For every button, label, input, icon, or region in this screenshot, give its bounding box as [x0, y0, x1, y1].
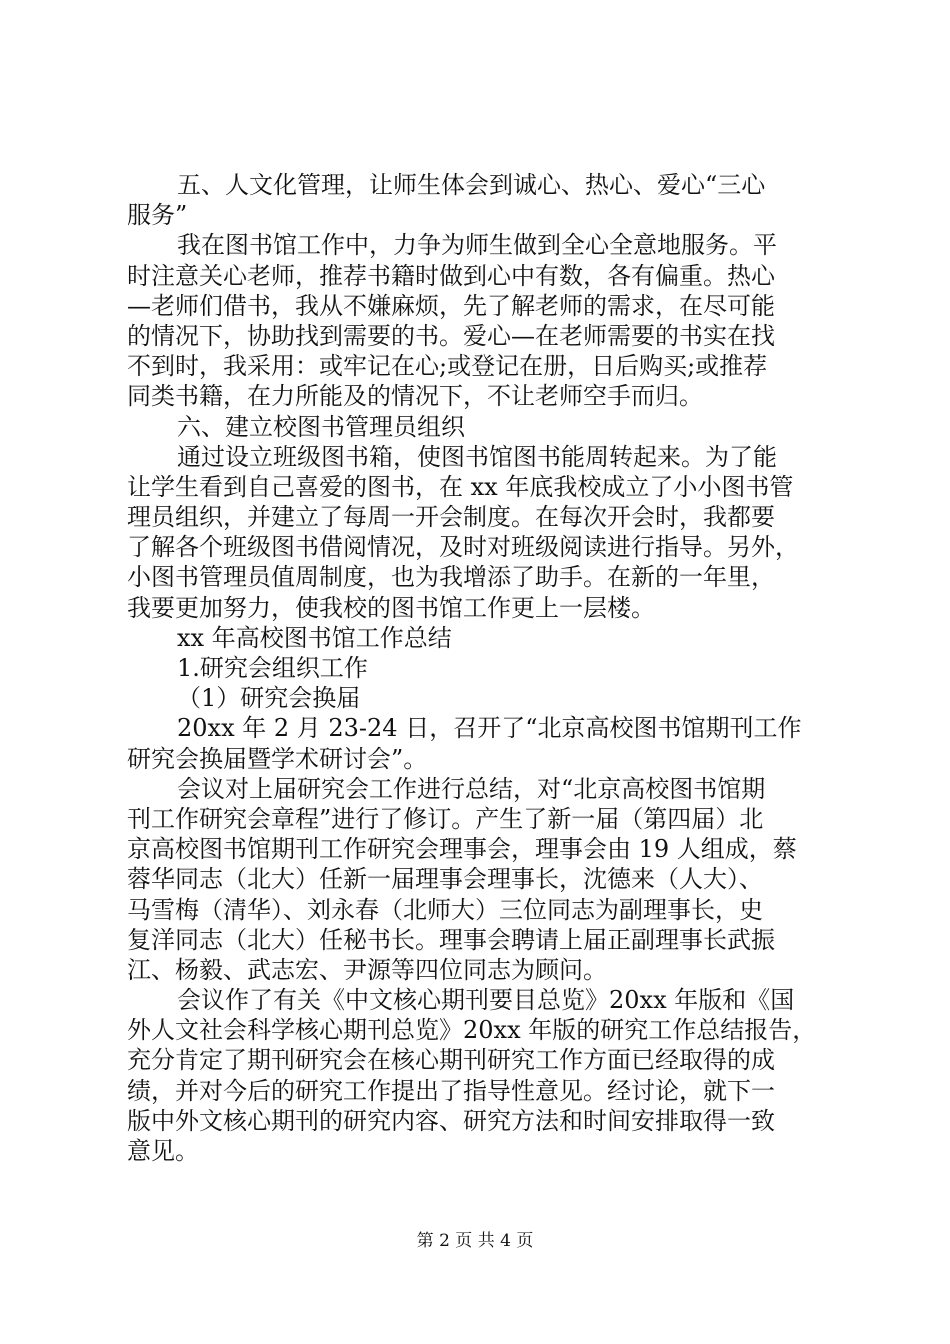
text-line: 复洋同志（北大）任秘书长。理事会聘请上届正副理事长武振 [127, 925, 775, 954]
text-line: 我在图书馆工作中，力争为师生做到全心全意地服务。平 [177, 231, 777, 260]
text-line: 六、建立校图书管理员组织 [177, 412, 465, 441]
text-line: 京高校图书馆期刊工作研究会理事会，理事会由 19 人组成，蔡 [127, 835, 797, 864]
text-line: 江、杨毅、武志宏、尹源等四位同志为顾问。 [127, 955, 607, 984]
text-line: 小图书管理员值周制度，也为我增添了助手。在新的一年里， [127, 563, 775, 592]
text-line: 通过设立班级图书箱，使图书馆图书能周转起来。为了能 [177, 442, 777, 471]
text-line: 研究会换届暨学术研讨会”。 [127, 744, 428, 773]
text-line: 版中外文核心期刊的研究内容、研究方法和时间安排取得一致 [127, 1106, 775, 1135]
text-line: xx 年高校图书馆工作总结 [177, 623, 452, 652]
text-line: 充分肯定了期刊研究会在核心期刊研究工作方面已经取得的成 [127, 1046, 775, 1075]
text-line: 外人文社会科学核心期刊总览》20xx 年版的研究工作总结报告， [127, 1016, 817, 1045]
text-line: 会议作了有关《中文核心期刊要目总览》20xx 年版和《国 [177, 986, 795, 1015]
text-line: 刊工作研究会章程”进行了修订。产生了新一届（第四届）北 [127, 804, 764, 833]
text-line: 不到时，我采用：或牢记在心;或登记在册，日后购买;或推荐 [127, 352, 768, 381]
text-line: 绩，并对今后的研究工作提出了指导性意见。经讨论，就下一 [127, 1076, 775, 1105]
text-line: 时注意关心老师，推荐书籍时做到心中有数，各有偏重。热心 [127, 261, 775, 290]
text-line: 五、人文化管理，让师生体会到诚心、热心、爱心“三心 [177, 171, 766, 199]
text-line: 20xx 年 2 月 23-24 日，召开了“北京高校图书馆期刊工作 [177, 714, 802, 743]
text-line: 理员组织，并建立了每周一开会制度。在每次开会时，我都要 [127, 503, 775, 532]
text-line: 1.研究会组织工作 [177, 654, 368, 682]
text-line: 服务” [127, 201, 188, 230]
text-line: 会议对上届研究会工作进行总结，对“北京高校图书馆期 [177, 774, 766, 803]
text-line: 的情况下，协助找到需要的书。爱心—在老师需要的书实在找 [127, 321, 775, 350]
text-line: 让学生看到自己喜爱的图书，在 xx 年底我校成立了小小图书管 [127, 472, 794, 501]
text-line: —老师们借书，我从不嫌麻烦，先了解老师的需求，在尽可能 [127, 291, 775, 320]
text-line: 蓉华同志（北大）任新一届理事会理事长，沈德来（人大）、 [127, 865, 763, 894]
text-line: 马雪梅（清华）、刘永春（北师大）三位同志为副理事长，史 [127, 895, 763, 924]
text-line: 同类书籍，在力所能及的情况下，不让老师空手而归。 [127, 382, 703, 411]
text-line: 意见。 [127, 1137, 199, 1165]
text-line: 了解各个班级图书借阅情况，及时对班级阅读进行指导。另外， [127, 533, 799, 562]
text-line: （1）研究会换届 [177, 684, 361, 713]
document-body [127, 170, 829, 1166]
text-line: 我要更加努力，使我校的图书馆工作更上一层楼。 [127, 593, 655, 622]
page-footer: 第 2 页 共 4 页 [416, 1231, 534, 1251]
